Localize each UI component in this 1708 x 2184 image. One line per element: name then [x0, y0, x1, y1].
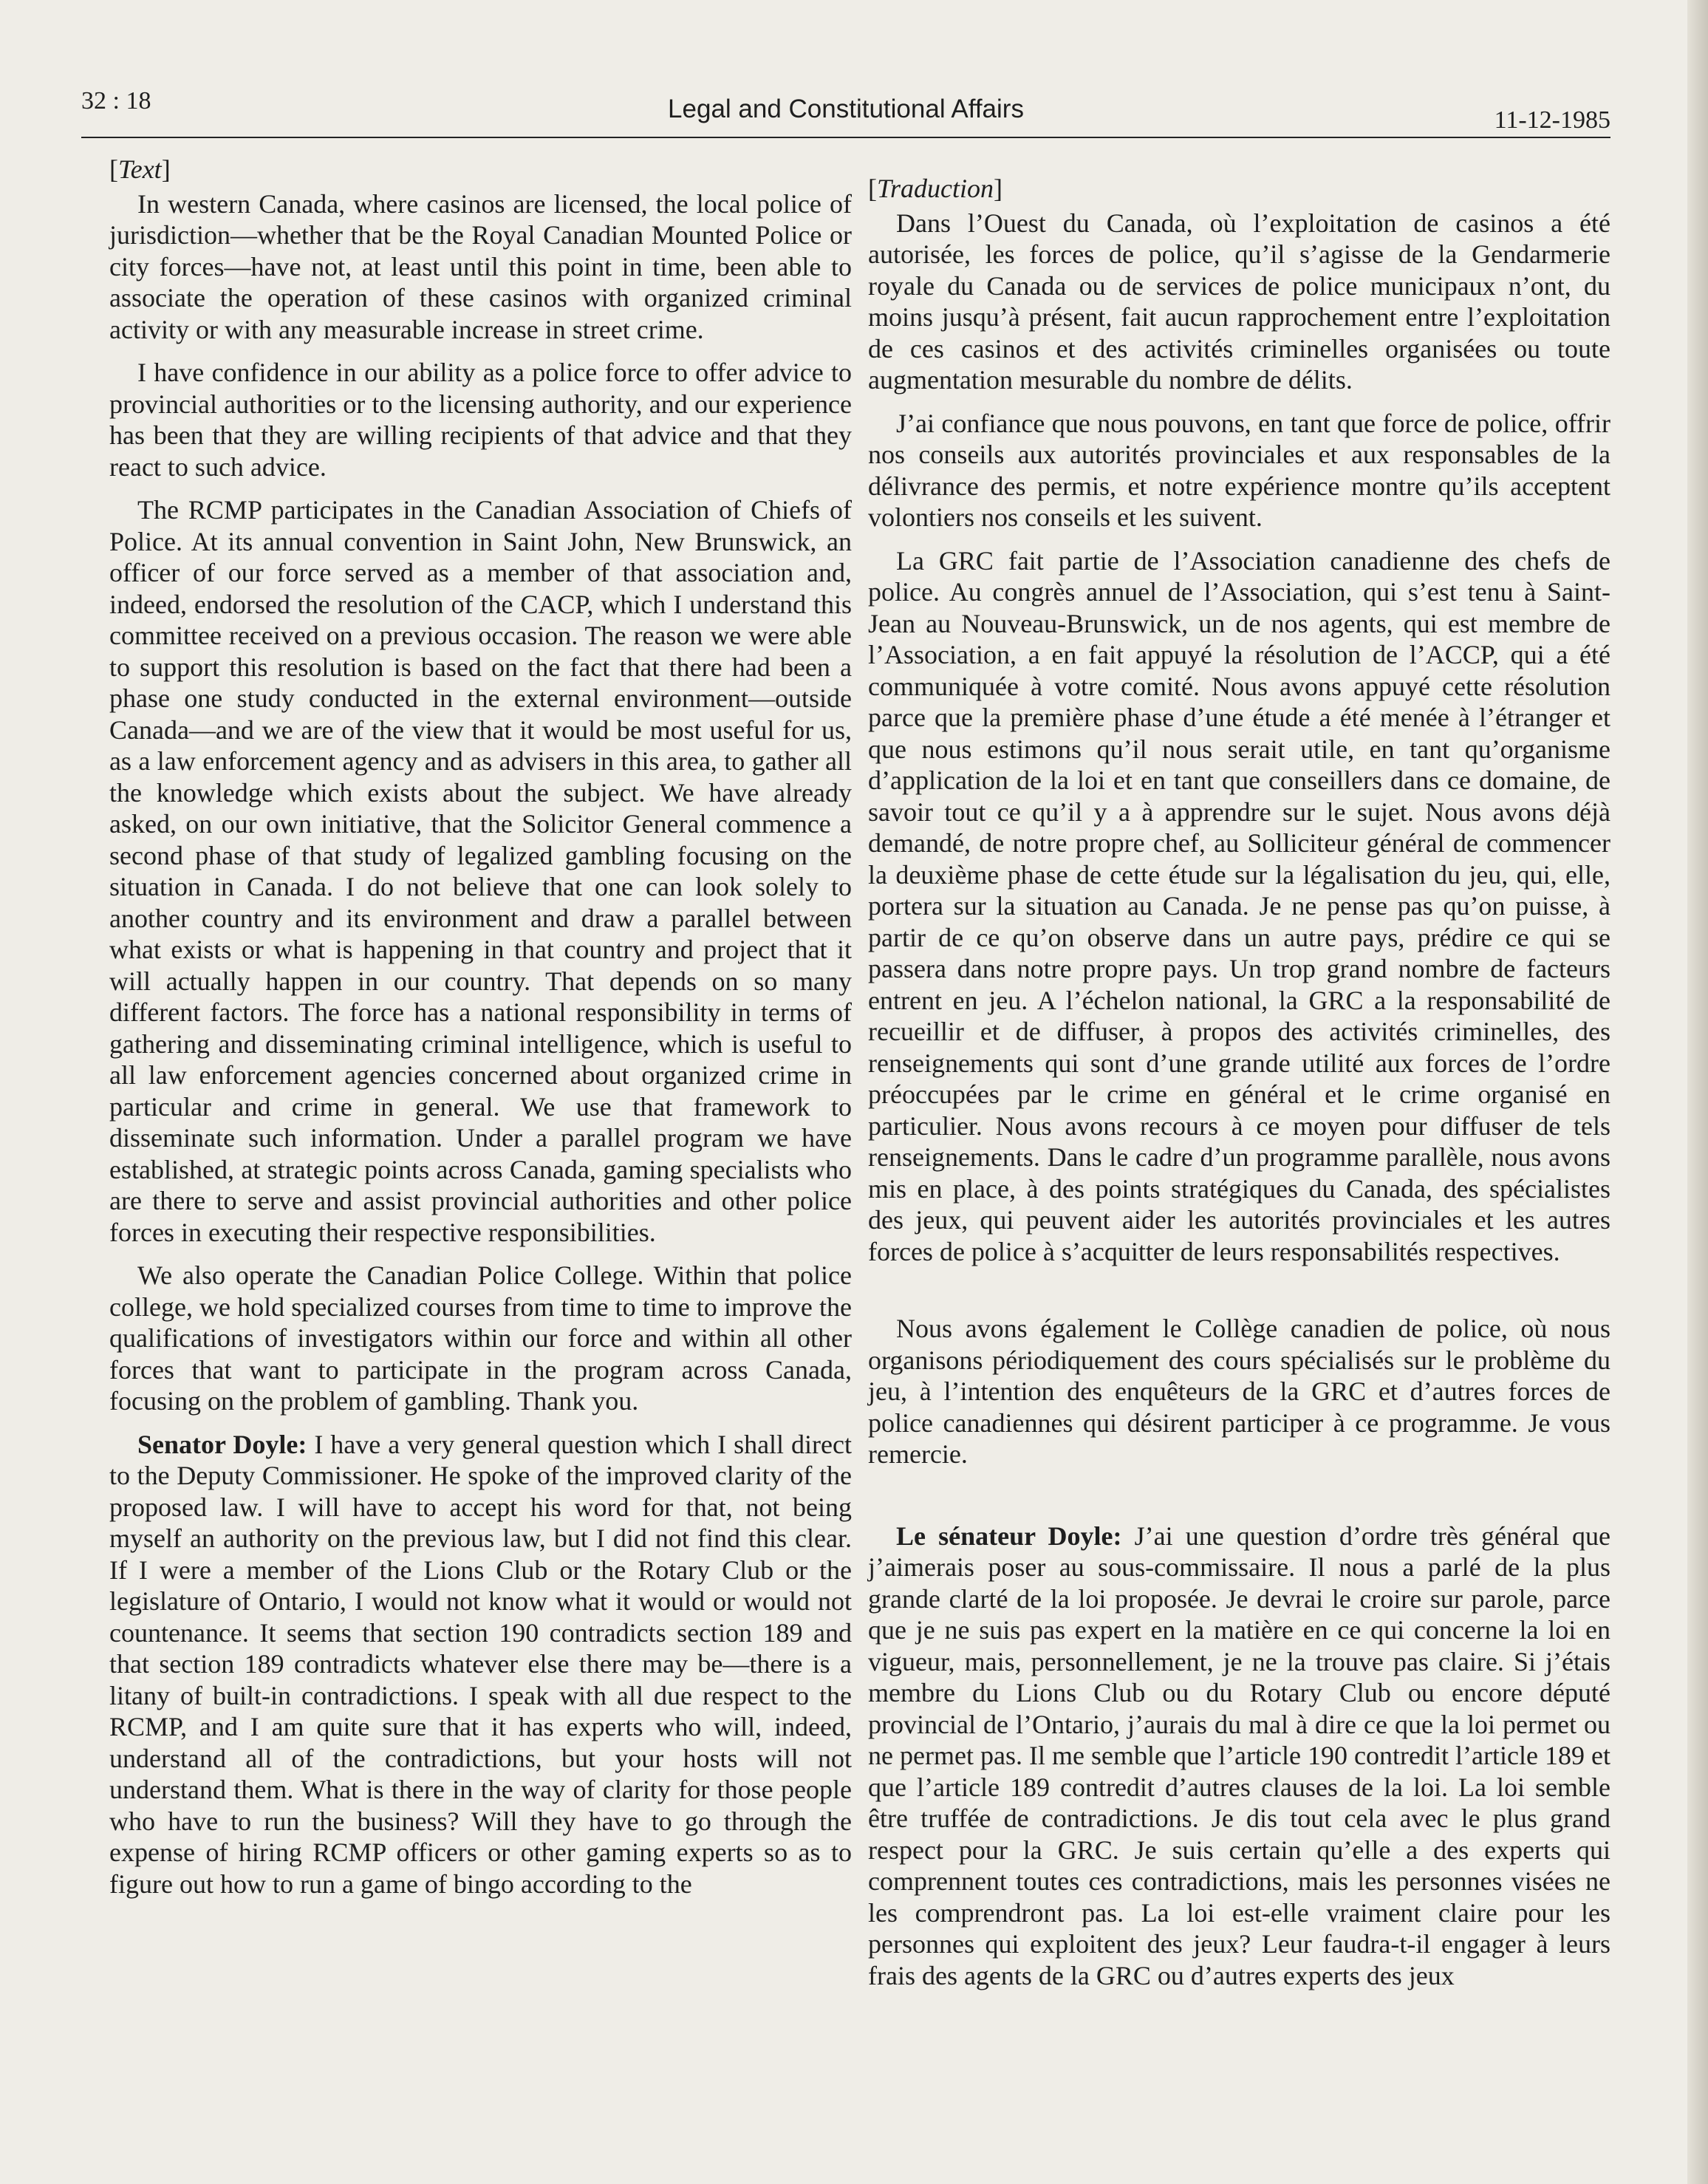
paragraph: I have confidence in our ability as a police force to offer advice to provincial authorities or to the licensing authority, and our experience has been that they are willing recipients of that advice and that they react to such advice.	[109, 358, 852, 482]
page-edge-shadow	[1687, 0, 1708, 2184]
speaker-paragraph	[109, 1429, 852, 1900]
speaker-name: Senator Doyle:	[137, 1429, 307, 1459]
sitting-date: 11-12-1985	[1494, 106, 1610, 134]
speaker-text: I have a very general question which I shall direct to the Deputy Commissioner. He spoke of the improved clarity of the proposed law. I will have to accept his word for that, not being myself an authority on the previous law, but I did not find this clear. If I were a member of the Lions Club or the Rotary Club or the legislature of Ontario, I would not know what it would or would not countenance. It seems that section 190 contradicts section 189 and that section 189 contradicts whatever else there may be—there is a litany of built-in contradictions. I speak with all due respect to the RCMP, and I am quite sure that it has experts who will, indeed, understand all of the contradictions, but your hosts will not understand them. What is there in the way of clarity for those people who have to run the business? Will they have to go through the expense of hiring RCMP officers or other gaming experts so as to figure out how to run a game of bingo according to the	[109, 1429, 853, 1899]
paragraph: The RCMP participates in the Canadian Association of Chiefs of Police. At its annual convention in Saint John, New Brunswick, an officer of our force served as a member of that association and, indeed, endorsed the resolution of the CACP, which I understand this committee received on a previous occasion. The reason we were able to support this resolution is based on the fact that there had been a phase one study conducted in the external environment—outside Canada—and we are of the view that it would be most useful for us, as a law enforcement agency and as advisers in this area, to gather all the knowledge which exists about the subject. We have already asked, on our own initiative, that the Solicitor General commence a second phase of that study of legalized gambling focusing on the situation in Canada. I do not believe that one can look solely to another country and its environment and draw a parallel between what exists or what is happening in that country and project that it will actually happen in our country. That depends on so many different factors. The force has a national responsibility in terms of gathering and disseminating criminal intelligence, which is useful to all law enforcement agencies concerned about organized crime in particular and crime in general. We use that framework to disseminate such information. Under a parallel program we have established, at strategic points across Canada, gaming specialists who are there to serve and assist provincial authorities and other police forces in executing their respective responsibilities.	[109, 495, 852, 1247]
speaker-name: Le sénateur Doyle:	[896, 1521, 1122, 1551]
text-marker: [Text]	[109, 154, 171, 184]
english-column	[109, 154, 852, 1911]
speaker-paragraph	[868, 1521, 1610, 1992]
french-column	[868, 173, 1610, 2003]
paragraph: La GRC fait partie de l’Association canadienne des chefs de police. Au congrès annuel de l’Association, qui s’est tenu à Saint-Jean au Nouveau-Brunswick, un de nos agents, qui est membre de l’Association, a en fait appuyé la résolution de l’ACCP, qui a été communiquée à votre comité. Nous avons appuyé cette résolution parce que la première phase d’une étude a été menée à l’étranger et que nous estimons qu’il nous serait utile, en tant qu’organisme d’application de la loi et en tant que conseillers dans ce domaine, de savoir tout ce qu’il y a à apprendre sur le sujet. Nous avons déjà demandé, de notre propre chef, au Solliciteur général de commencer la deuxième phase de cette étude sur la légalisation du jeu, qui, elle, portera sur la situation au Canada. Je ne pense pas qu’on puisse, à partir de ce qu’on observe dans un autre pays, prédire ce qui se passera dans notre propre pays. Un trop grand nombre de facteurs entrent en jeu. A l’échelon national, la GRC a la responsabilité de recueillir et de diffuser, à propos des activités criminelles, des renseignements qui sont d’une grande utilité aux forces de l’ordre préoccupées par le crime en général et le crime organisé en particulier. Nous avons recours à ce moyen pour diffuser de tels renseignements. Dans le cadre d’un programme parallèle, nous avons mis en place, à des points stratégiques du Canada, des spécialistes des jeux, qui peuvent aider les autorités provinciales et les autres forces de police à s’acquitter de leurs responsabilités respectives.	[868, 545, 1610, 1266]
paragraph: J’ai confiance que nous pouvons, en tant que force de police, offrir nos conseils aux autorités provinciales et aux responsables de la délivrance des permis, et notre expérience montre qu’ils acceptent volontiers nos conseils et les suivent.	[868, 408, 1610, 532]
paragraph: Dans l’Ouest du Canada, où l’exploitation de casinos a été autorisée, les forces de police, qu’il s’agisse de la Gendarmerie royale du Canada ou de services de police municipaux n’ont, du moins jusqu’à présent, fait aucun rapprochement entre l’exploitation de ces casinos et des activités criminelles organisées ou toute augmentation mesurable du nombre de délits.	[868, 208, 1610, 395]
page-header	[81, 80, 1610, 132]
traduction-marker: [Traduction]	[868, 174, 1003, 203]
paragraph: Nous avons également le Collège canadien de police, où nous organisons périodiquement des cours spécialisés sur le problème du jeu, à l’intention des enquêteurs de la GRC et d’autres forces de police canadiennes qui désirent participer à ce programme. Je vous remercie.	[868, 1314, 1610, 1469]
speaker-text: J’ai une question d’ordre très général que j’aimerais poser au sous-commissaire. Il nous a parlé de la plus grande clarté de la loi proposée. Je devrai le croire sur parole, parce que je ne suis pas expert en la matière en ce qui concerne la loi en vigueur, mais, personnellement, je ne la trouve pas claire. Si j’étais membre du Lions Club ou du Rotary Club ou encore député provincial de l’Ontario, j’aurais du mal à dire ce que la loi permet ou ne permet pas. Il me semble que l’article 190 contredit l’article 189 et que l’article 189 contredit d’autres clauses de la loi. La loi semble être truffée de contradictions. Je dis tout cela avec le plus grand respect pour la GRC. Je suis certain qu’elle a des experts qui comprennent toutes ces contradictions, mais les personnes visées ne les comprendront pas. La loi est-elle vraiment claire pour les personnes qui exploitent des jeux? Leur faudra-t-il engager à leurs frais des agents de la GRC ou d’autres experts des jeux	[868, 1521, 1610, 1990]
page-number: 32 : 18	[81, 87, 151, 115]
paragraph: We also operate the Canadian Police College. Within that police college, we hold specialized courses from time to time to improve the qualifications of investigators within our force and within all other forces that want to participate in the program across Canada, focusing on the problem of gambling. Thank you.	[109, 1260, 852, 1416]
running-title: Legal and Constitutional Affairs	[668, 95, 1024, 123]
header-rule	[81, 137, 1610, 138]
paragraph: In western Canada, where casinos are licensed, the local police of jurisdiction—whether that be the Royal Canadian Mounted Police or city forces—have not, at least until this point in time, been able to associate the operation of these casinos with organized criminal activity or with any measurable increase in street crime.	[109, 188, 852, 344]
